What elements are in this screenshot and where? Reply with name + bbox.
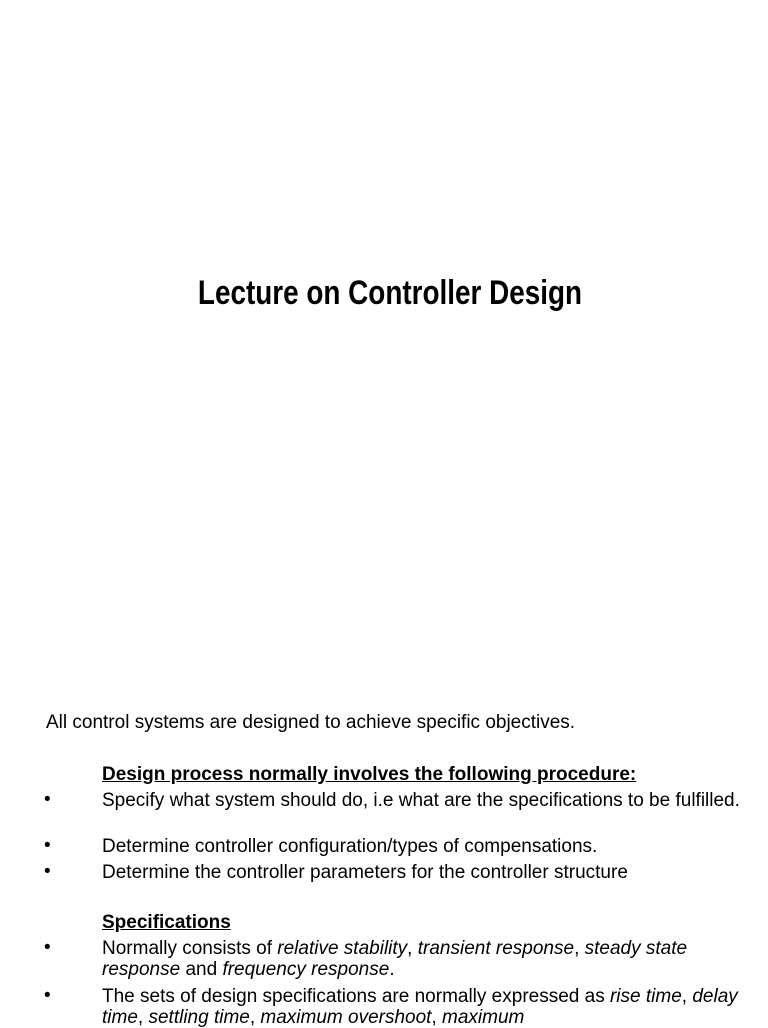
item-text: , [681, 986, 693, 1007]
item-text: The sets of design specifications are normally expressed as [102, 986, 610, 1007]
bullet-marker: • [44, 937, 51, 958]
item-term: maximum overshoot [260, 1007, 432, 1028]
item-text: , [574, 938, 585, 959]
design-process-item-3: Determine the controller parameters for the controller structure [102, 862, 628, 883]
bullet-marker: • [44, 789, 51, 810]
item-term: frequency response [222, 959, 390, 980]
bullet-marker: • [44, 985, 51, 1006]
item-text: , [137, 1007, 149, 1028]
specifications-item-1 [102, 938, 742, 980]
intro-text: All control systems are designed to achieve specific objectives. [46, 712, 576, 733]
item-term: rise time [609, 986, 682, 1007]
item-term: relative stability [277, 938, 408, 959]
item-text: , [407, 938, 418, 959]
specifications-item-2 [102, 986, 742, 1028]
item-text: . [389, 959, 395, 980]
design-process-item-1: Specify what system should do, i.e what are the specifications to be fulfilled. [102, 790, 740, 811]
item-term: transient response [417, 938, 575, 959]
design-process-heading: Design process normally involves the following procedure: [102, 764, 637, 785]
item-text: , [431, 1007, 443, 1028]
item-text: and [180, 959, 223, 980]
item-term: maximum [442, 1007, 525, 1028]
specifications-heading: Specifications [102, 912, 231, 933]
bullet-marker: • [44, 835, 51, 856]
item-text: , [249, 1007, 261, 1028]
item-text: Normally consists of [102, 938, 278, 959]
design-process-item-2: Determine controller configuration/types of compensations. [102, 836, 598, 857]
item-term: steady state response [102, 938, 688, 980]
bullet-marker: • [44, 861, 51, 882]
item-term: delay time [102, 986, 738, 1028]
page-title: Lecture on Controller Design [197, 274, 583, 312]
item-term: settling time [148, 1007, 250, 1028]
